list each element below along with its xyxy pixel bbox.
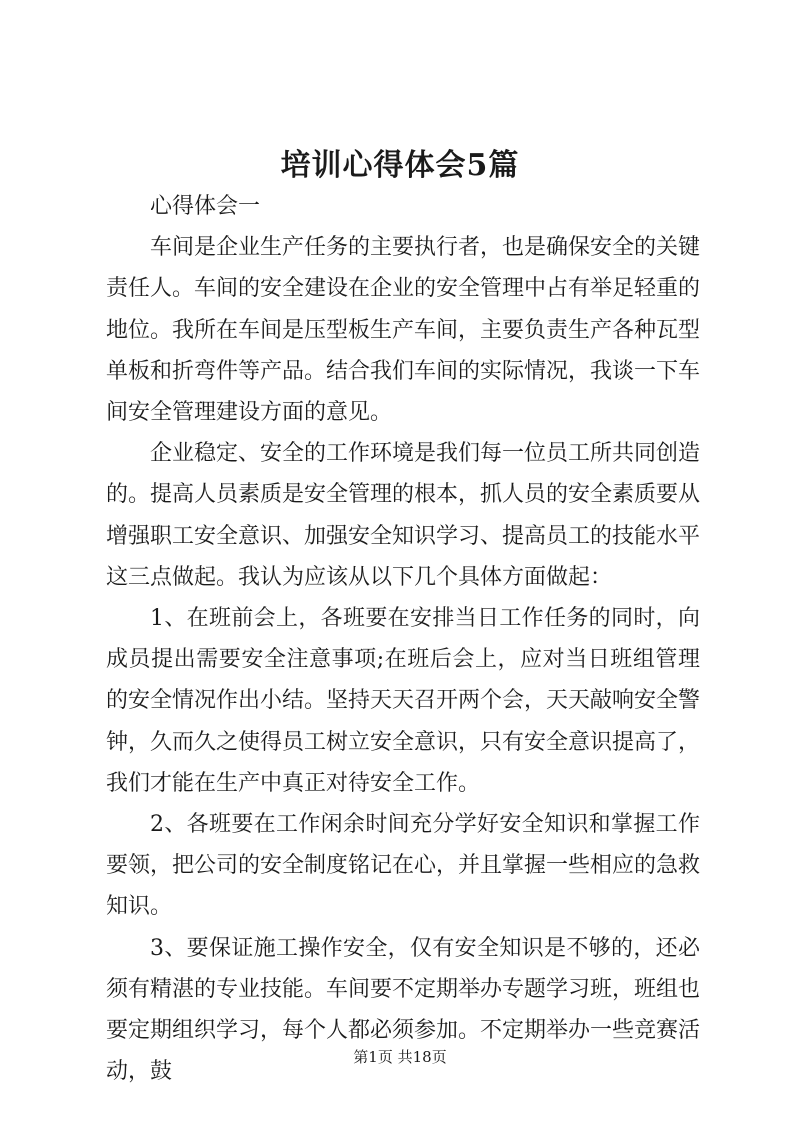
paragraph: 车间是企业生产任务的主要执行者，也是确保安全的关键责任人。车间的安全建设在企业的安全管理中占有举足轻重的地位。我所在车间是压型板生产车间，主要负责生产各种瓦型单板和折弯件等产品。结合我们车间的实际情况，我谈一下车间安全管理建设方面的意见。: [106, 235, 701, 426]
document-body: [106, 186, 700, 1092]
paragraph: 1、在班前会上，各班要在安排当日工作任务的同时，向成员提出需要安全注意事项;在班后会上，应对当日班组管理的安全情况作出小结。坚持天天召开两个会，天天敲响安全警钟，久而久之使得员工树立安全意识，只有安全意识提高了，我们才能在生产中真正对待安全工作。: [106, 606, 701, 796]
paragraph: 3、要保证施工操作安全，仅有安全知识是不够的，还必须有精湛的专业技能。车间要不定期举办专题学习班，班组也要定期组织学习，每个人都必须参加。不定期举办一些竞赛活动，鼓: [106, 935, 701, 1085]
subheading: 心得体会一: [150, 194, 261, 219]
paragraph: 企业稳定、安全的工作环境是我们每一位员工所共同创造的。提高人员素质是安全管理的根本，抓人员的安全素质要从增强职工安全意识、加强安全知识学习、提高员工的技能水平这三点做起。我认为应该从以下几个具体方面做起：: [106, 441, 701, 590]
page-footer: 第1页 共18页: [353, 1048, 447, 1066]
document-title: 培训心得体会5篇: [280, 148, 520, 183]
paragraph: 2、各班要在工作闲余时间充分学好安全知识和掌握工作要领，把公司的安全制度铭记在心，并且掌握一些相应的急救知识。: [106, 812, 701, 920]
